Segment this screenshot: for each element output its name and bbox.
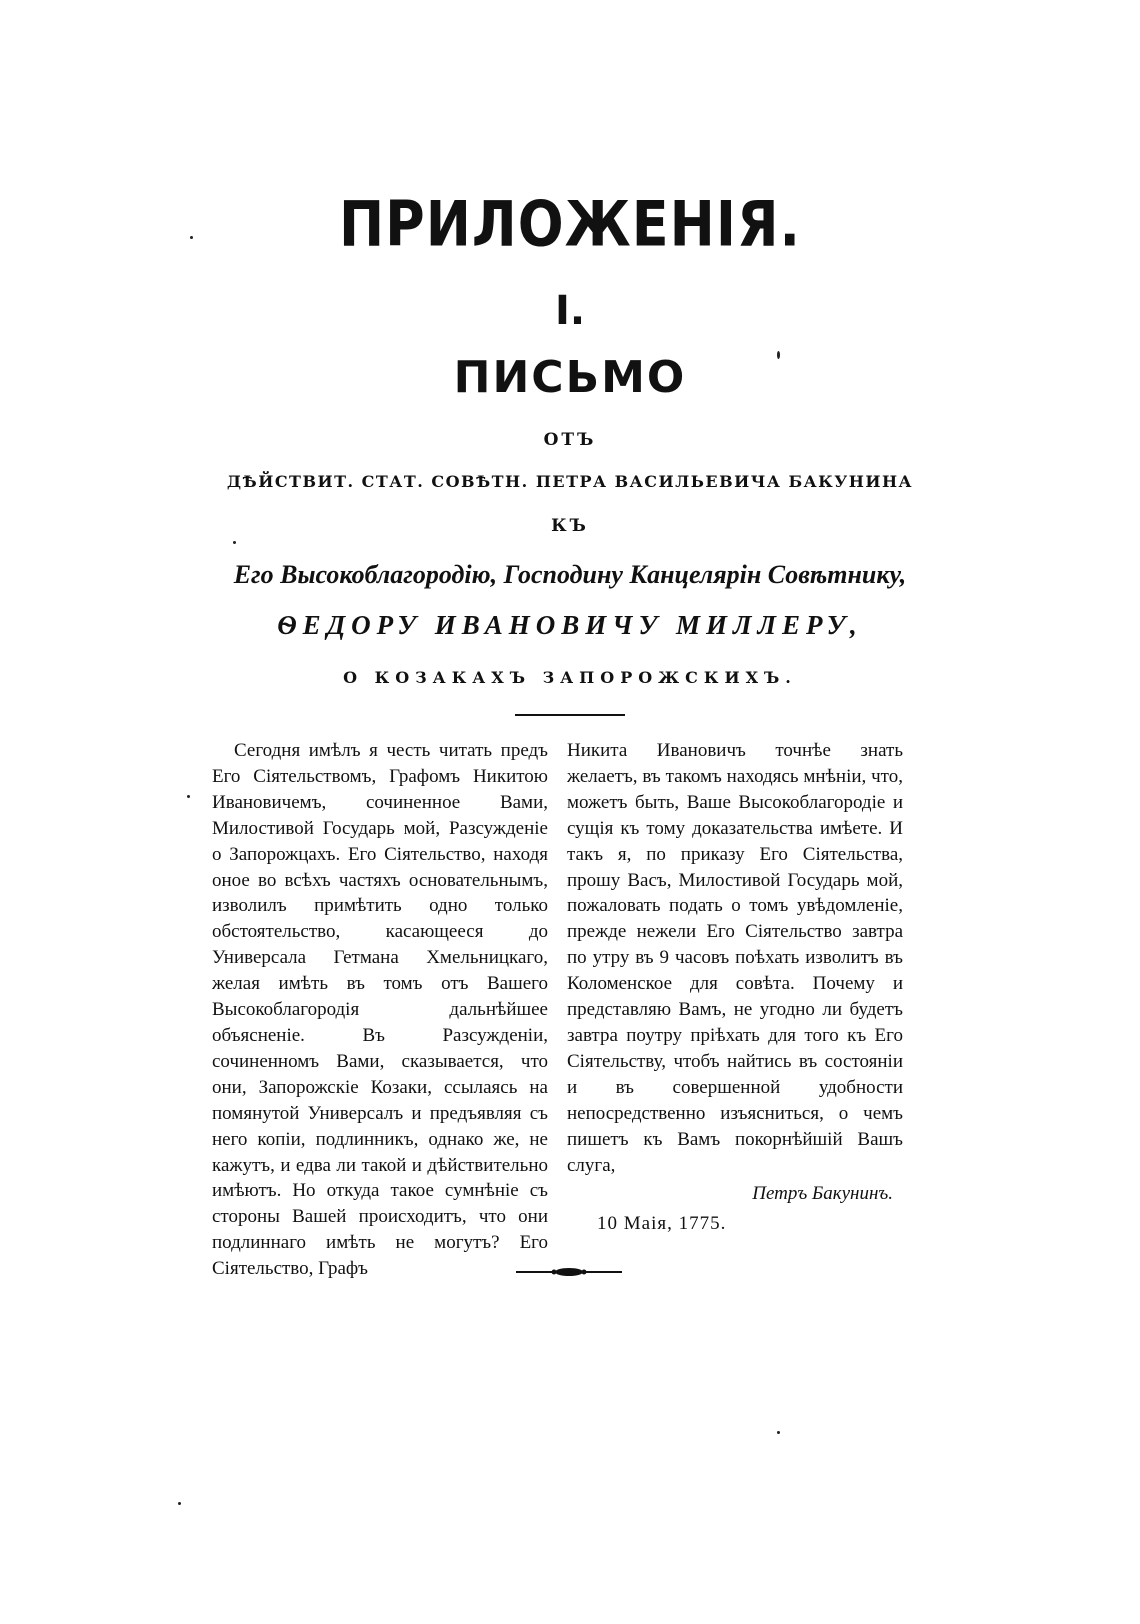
end-ornament	[514, 1266, 624, 1278]
letter-author: ДѢЙСТВИТ. СТАТ. СОВѢТН. ПЕТРА ВАСИЛЬЕВИЧА БАКУНИНА	[226, 472, 914, 491]
letter-left-column	[212, 738, 548, 1282]
scan-speck	[178, 1502, 181, 1505]
letter-subject: О КОЗАКАХЪ ЗАПОРОЖСКИХЪ.	[343, 668, 797, 687]
letter-right-column	[567, 738, 903, 1237]
scan-speck	[233, 541, 236, 544]
addressee-title: Его Высокоблагородію, Господину Канцелярін Совѣтнику,	[233, 560, 907, 589]
letter-text-left: Сегодня имѣлъ я честь читать предъ Его Сіятельствомъ, Графомъ Никитою Ивановичемъ, сочиненное Вами, Милостивой Государь мой, Разсужденіе о Запорожцахъ. Его Сіятельство, находя оное во всѣхъ частяхъ основательнымъ, изволилъ примѣтить одно только обстоятельство, касающееся до Универсала Гетмана Хмельницкаго, желая имѣть въ томъ отъ Вашего Высокоблагородія дальнѣйшее объясненіе. Въ Разсужденіи, сочиненномъ Вами, сказывается, что они, Запорожскіе Козаки, ссылаясь на помянутой Универсалъ и предъявляя съ него копіи, подлинникъ, однако же, не кажутъ, и едва ли такой и дѣйствительно имѣютъ. Но откуда такое сумнѣніе съ стороны Вашей происходитъ, что они подлиннаго имѣть не могутъ? Его Сіятельство, Графъ	[212, 740, 548, 1280]
letter-text-right: Никита Ивановичъ точнѣе знать желаетъ, въ такомъ находясь мнѣніи, что, можетъ быть, Ваше Высокоблагородіе и сущія къ тому доказательства имѣете. И такъ я, по приказу Его Сіятельства, прошу Васъ, Милостивой Государь мой, пожаловать подать о томъ увѣдомленіе, прежде нежели Его Сіятельство завтра по утру въ 9 часовъ поѣхать изволитъ въ Коломенское для совѣта. Почему и представляю Вамъ, не угодно ли будетъ завтра поутру пріѣхать для того къ Его Сіятельству, чтобъ найтись въ состояніи и въ совершенной удобности непосредственно изъясниться, о чемъ пишетъ къ Вамъ покорнѣйшій Вашъ слуга,	[567, 740, 903, 1176]
to-word: КЪ	[551, 516, 589, 536]
scan-speck	[187, 795, 190, 798]
scan-speck	[777, 1431, 780, 1434]
from-word: ОТЪ	[543, 430, 597, 450]
section-rule	[515, 714, 625, 716]
letter-heading: ПИСЬМО	[453, 352, 687, 403]
scan-speck	[777, 351, 780, 359]
letter-signature: Петръ Бакунинъ.	[752, 1183, 893, 1205]
letter-date: 10 Маія, 1775.	[597, 1213, 727, 1235]
addressee-name: ѲЕДОРУ ИВАНОВИЧУ МИЛЛЕРУ,	[277, 610, 863, 640]
appendix-number: I.	[554, 288, 586, 334]
scan-speck	[190, 236, 193, 239]
page-title: ПРИЛОЖЕНІЯ.	[338, 188, 802, 261]
